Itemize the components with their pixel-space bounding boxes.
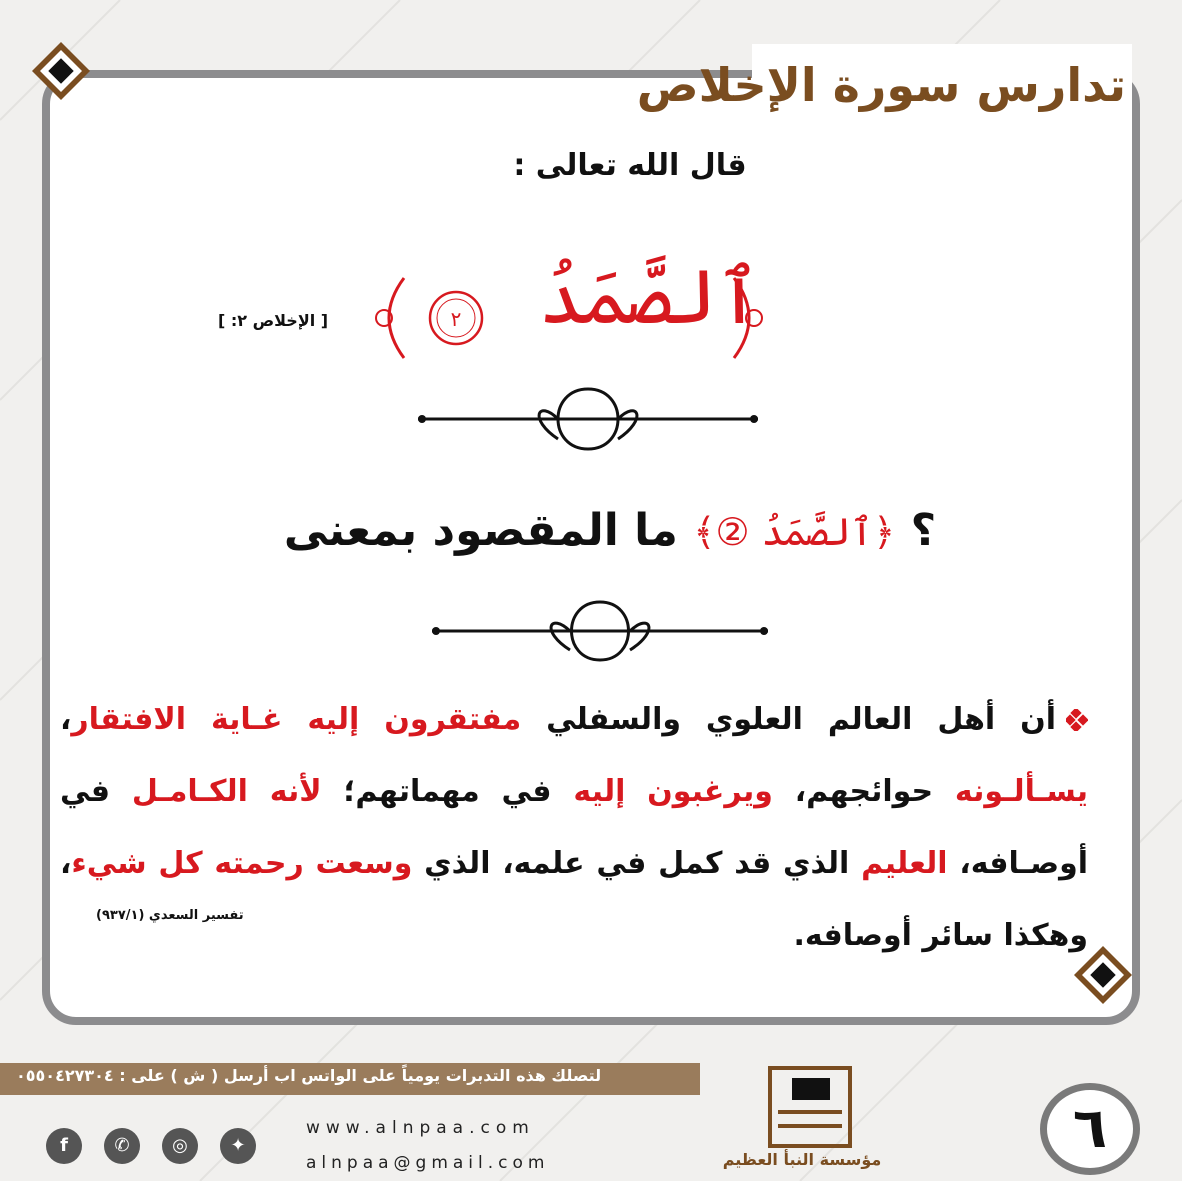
website-link[interactable]: www.alnpaa.com — [306, 1118, 535, 1138]
body-highlight: العليم — [861, 846, 948, 881]
facebook-icon[interactable]: f — [46, 1128, 82, 1164]
page-title: تدارس سورة الإخلاص — [636, 58, 1126, 112]
verse-reference: [ الإخلاص ٢: ] — [218, 311, 329, 330]
twitter-icon[interactable]: ✦ — [220, 1128, 256, 1164]
body-highlight: ويرغبون إليه — [573, 774, 773, 809]
body-segment: ، — [60, 702, 72, 737]
question-mark: ؟ — [910, 505, 937, 556]
body-highlight: مفتقرون إليه غـاية الافتقار — [71, 702, 522, 737]
body-highlight: وسعت رحمته كل شيء — [71, 846, 413, 881]
divider-ornament — [418, 384, 758, 454]
question-verse: ﴿ٱلصَّمَدُ ②﴾ — [693, 510, 896, 554]
body-highlight: لأنه الكـامـل — [131, 774, 322, 809]
question-line — [260, 505, 960, 556]
organization-name: مؤسسة النبأ العظيم — [722, 1150, 882, 1169]
instagram-icon[interactable]: ◎ — [162, 1128, 198, 1164]
source-citation: تفسير السعدي (٩٣٧/١) — [96, 908, 244, 923]
intro-text: قال الله تعالى : — [513, 148, 747, 183]
question-text: ما المقصود بمعنى — [283, 505, 678, 556]
diamond-bullet-icon — [1066, 709, 1088, 731]
contact-line: لتصلك هذه التدبرات يومياً على الواتس اب أرسل ( ش ) على : ٠٥٥٠٤٢٧٣٠٤ — [16, 1066, 602, 1085]
body-segment: حوائجهم، — [772, 774, 955, 809]
body-segment: في مهماتهم؛ — [321, 774, 574, 809]
body-paragraph — [60, 684, 1088, 972]
verse-word: ٱلصَّمَدُ — [538, 252, 762, 341]
body-segment: في أوصـافه، — [60, 774, 1088, 881]
body-segment: أن أهل العالم العلوي والسفلي — [521, 702, 1056, 737]
whatsapp-icon[interactable]: ✆ — [104, 1128, 140, 1164]
body-segment: الذي قد كمل في علمه، الذي — [412, 846, 862, 881]
logo-icon — [30, 40, 92, 102]
divider-ornament — [432, 598, 768, 664]
organization-logo — [740, 1062, 880, 1150]
verse-number: ٢ — [450, 307, 462, 331]
body-segment: ، وهكذا سائر أوصافه. — [60, 846, 1088, 953]
body-highlight: يسـألـونه — [954, 774, 1088, 809]
page-number: ٦ — [1040, 1083, 1140, 1175]
email-link[interactable]: alnpaa@gmail.com — [306, 1153, 550, 1173]
